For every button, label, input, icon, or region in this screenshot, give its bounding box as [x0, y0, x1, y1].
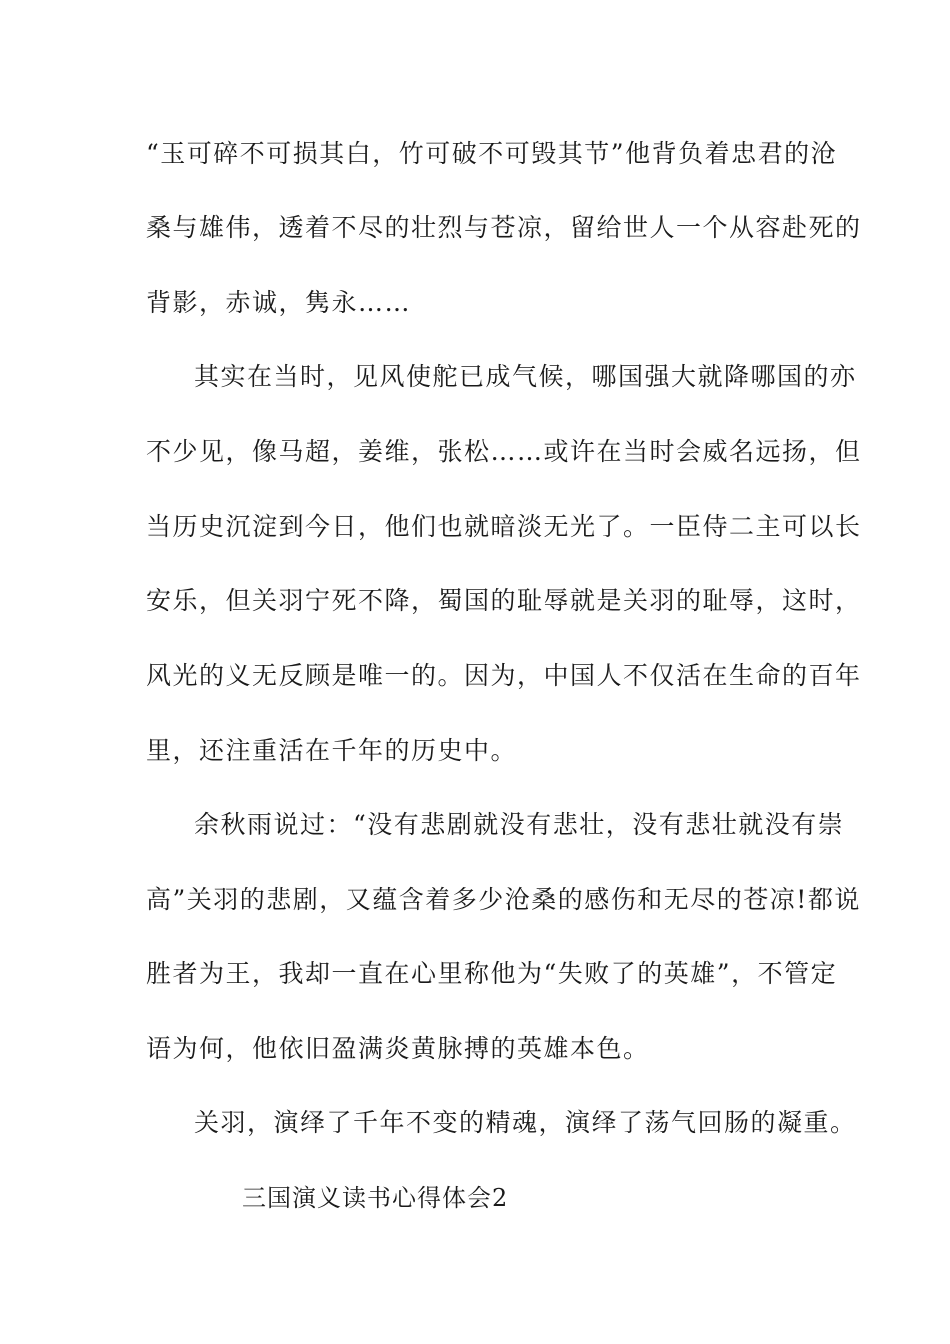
paragraph-line: 其实在当时，见风使舵已成气候，哪国强大就降哪国的亦: [194, 362, 857, 391]
paragraph-line: “玉可碎不可损其白，竹可破不可毁其节”他背负着忠君的沧: [146, 139, 838, 168]
paragraph-line: 当历史沉淀到今日，他们也就暗淡无光了。一臣侍二主可以长: [146, 512, 862, 541]
paragraph-line: 背影，赤诚，隽永……: [146, 288, 412, 317]
paragraph-line: 胜者为王，我却一直在心里称他为“失败了的英雄”，不管定: [146, 959, 838, 988]
paragraph-line: 不少见，像马超，姜维，张松……或许在当时会威名远扬，但: [146, 437, 862, 466]
paragraph-line: 安乐，但关羽宁死不降，蜀国的耻辱就是关羽的耻辱，这时，: [146, 586, 862, 615]
paragraph-line: 高”关羽的悲剧，又蕴含着多少沧桑的感伤和无尽的苍凉!都说: [146, 885, 861, 914]
paragraph-line: 余秋雨说过：“没有悲剧就没有悲壮，没有悲壮就没有崇: [194, 810, 845, 839]
paragraph-line: 桑与雄伟，透着不尽的壮烈与苍凉，留给世人一个从容赴死的: [146, 213, 862, 242]
section-heading: 三国演义读书心得体会2: [242, 1184, 509, 1212]
paragraph-line: 关羽，演绎了千年不变的精魂，演绎了荡气回肠的凝重。: [194, 1108, 857, 1137]
paragraph-line: 语为何，他依旧盈满炎黄脉搏的英雄本色。: [146, 1034, 650, 1063]
paragraph-line: 里，还注重活在千年的历史中。: [146, 736, 518, 765]
paragraph-line: 风光的义无反顾是唯一的。因为，中国人不仅活在生命的百年: [146, 661, 862, 690]
